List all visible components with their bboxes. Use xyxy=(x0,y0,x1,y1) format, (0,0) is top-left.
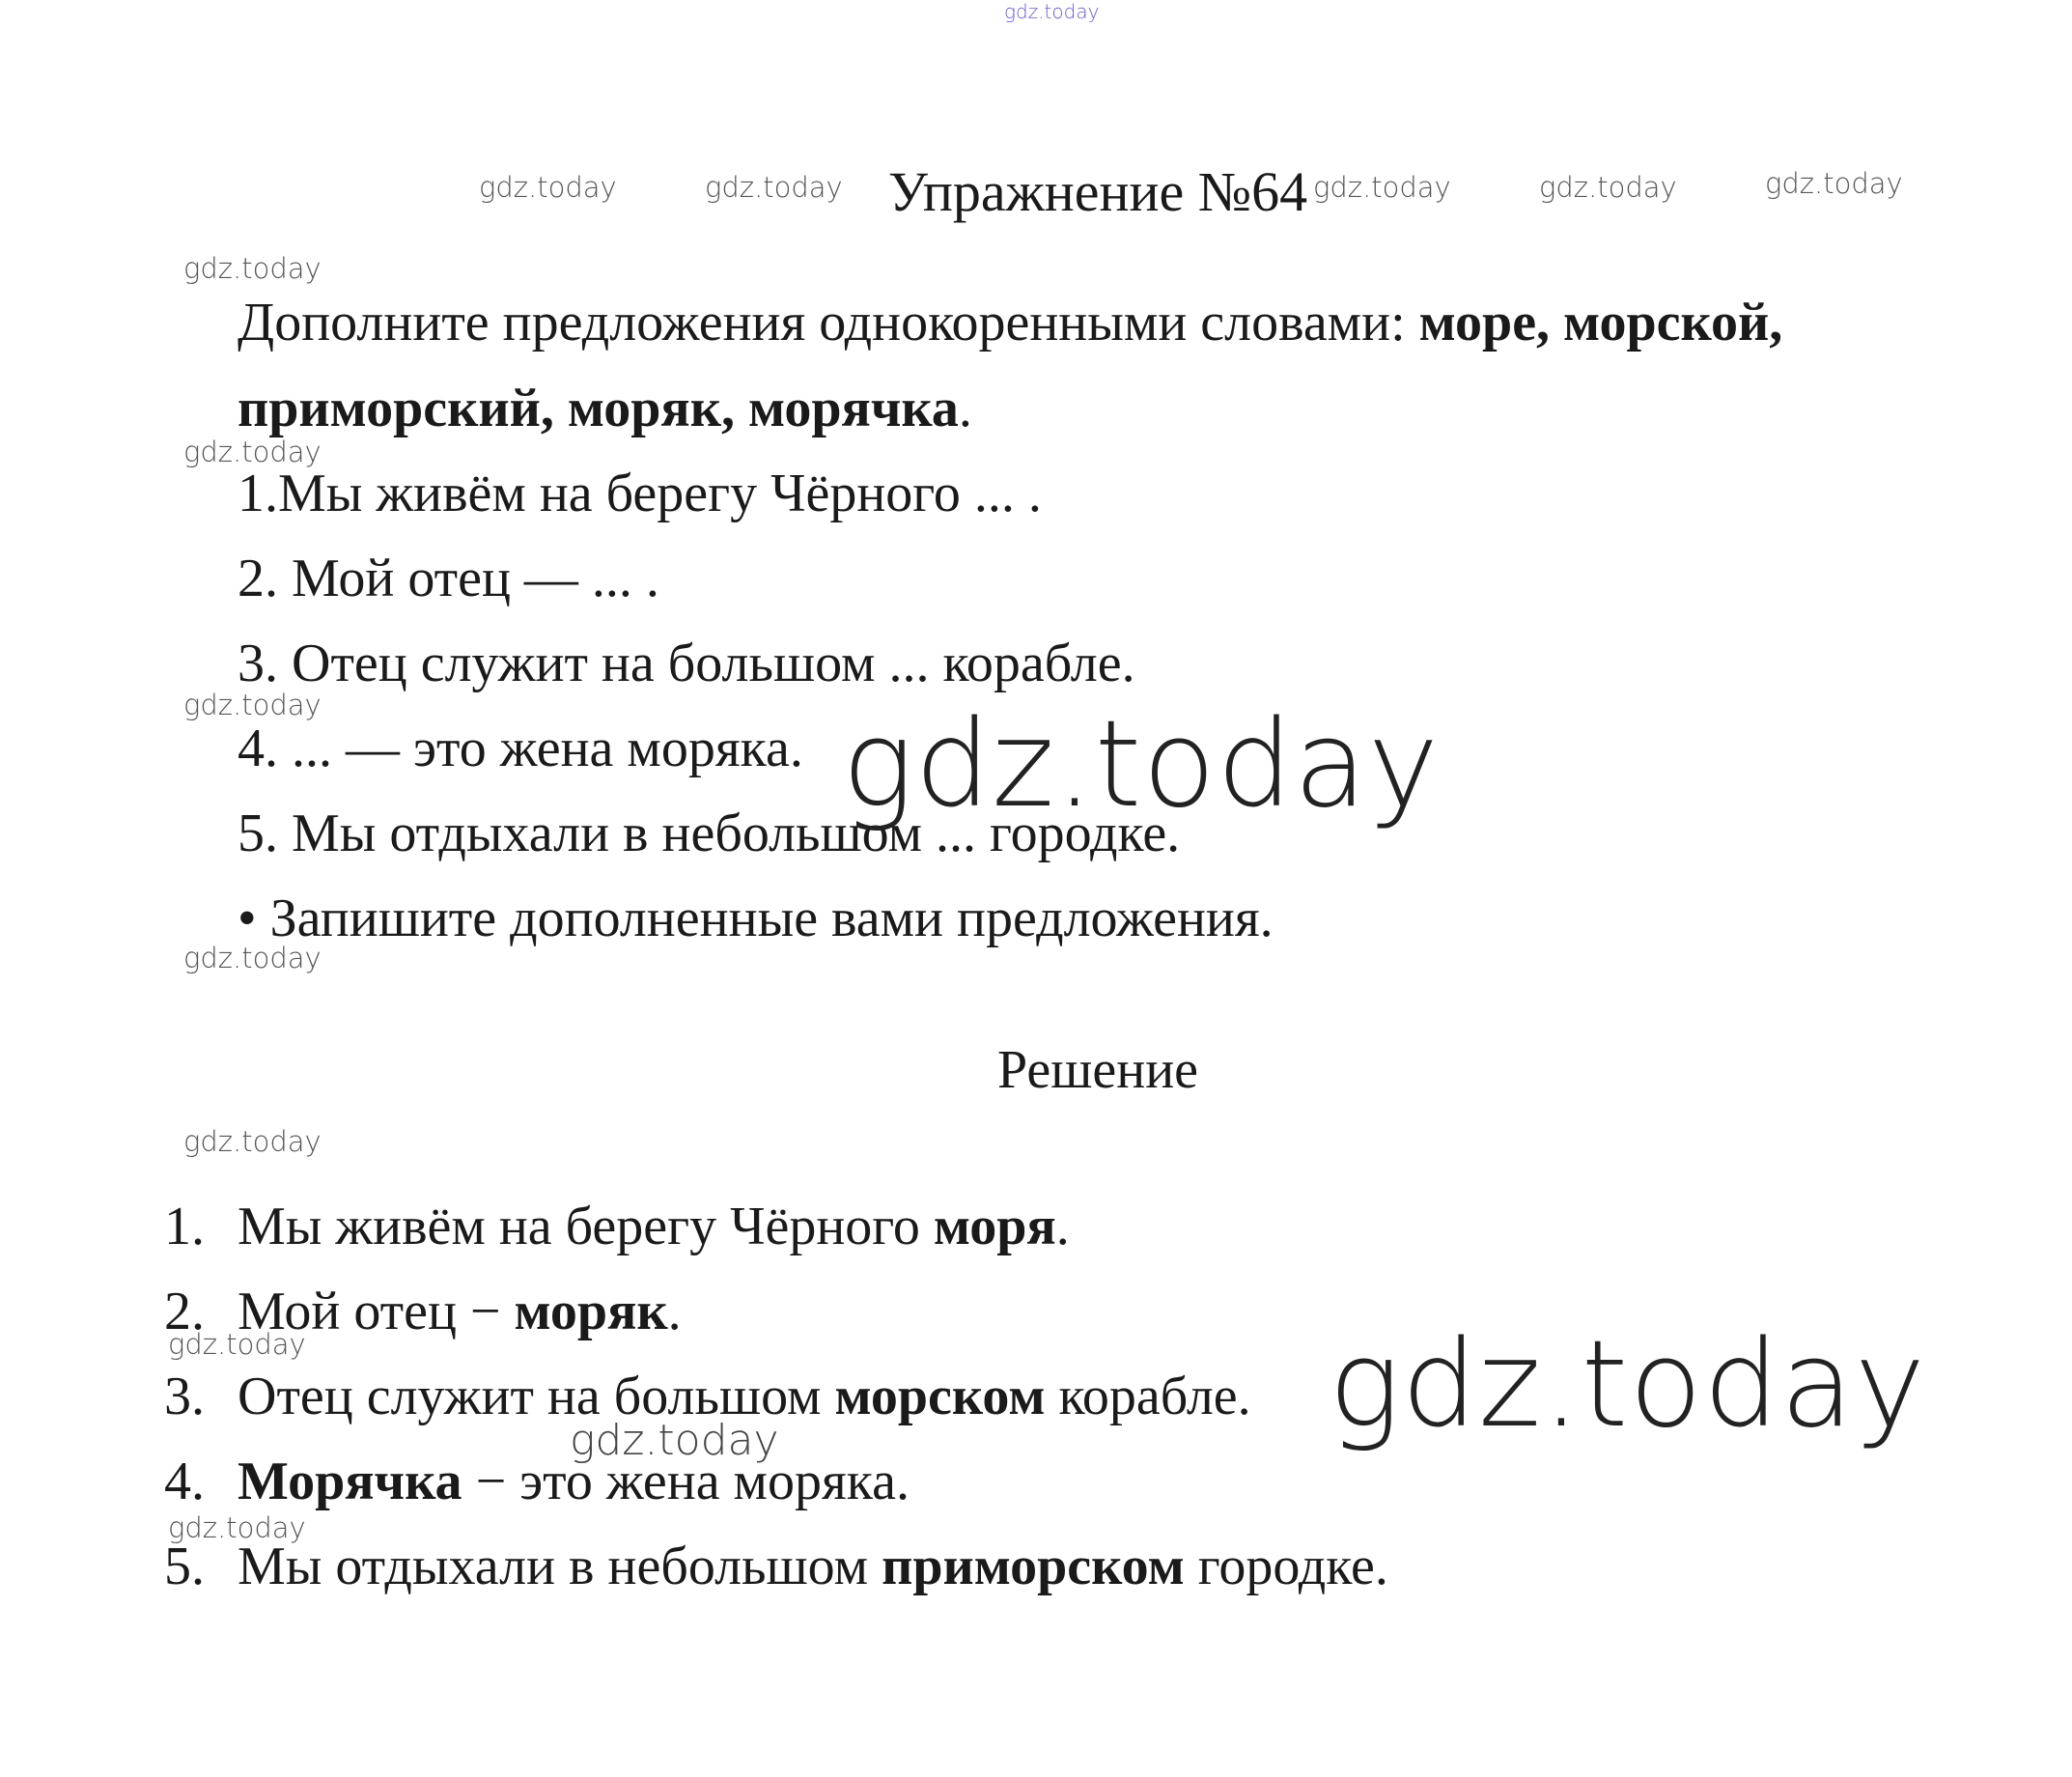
watermark: gdz.today xyxy=(183,252,322,285)
answer-line xyxy=(164,1199,1070,1254)
watermark: gdz.today xyxy=(1539,171,1677,204)
watermark: gdz.today xyxy=(168,1328,306,1361)
answer-line xyxy=(164,1539,1388,1594)
task-note: • Запишите дополненные вами предложения. xyxy=(238,888,1274,948)
answer-word: морском xyxy=(834,1367,1046,1426)
answer-line xyxy=(164,1284,682,1339)
answer-number: 1. xyxy=(164,1197,205,1256)
instruction-words-1: море, морской, xyxy=(1418,293,1783,353)
answer-text: Отец служит на большом xyxy=(238,1367,835,1426)
answer-text: Мы отдыхали в небольшом xyxy=(238,1537,882,1596)
task-line: 4. ... — это жена моряка. xyxy=(238,719,803,778)
watermark: gdz.today xyxy=(183,1125,322,1158)
answer-text: Мой отец − xyxy=(238,1282,515,1341)
answer-line xyxy=(164,1369,1251,1424)
watermark: gdz.today xyxy=(168,1511,306,1544)
answer-word: Морячка xyxy=(238,1452,462,1511)
answer-number: 3. xyxy=(164,1367,205,1426)
watermark: gdz.today xyxy=(1313,171,1451,204)
watermark-large: gdz.today xyxy=(1329,1315,1927,1454)
watermark: gdz.today xyxy=(479,171,617,204)
watermark: gdz.today xyxy=(1765,167,1903,200)
watermark: gdz.today xyxy=(183,436,322,468)
instruction-text: Дополните предложения однокоренными словами: xyxy=(238,293,1419,353)
instruction-words-2: приморский, моряк, морячка xyxy=(238,379,959,438)
answer-number: 2. xyxy=(164,1282,205,1341)
watermark-top: gdz.today xyxy=(1004,0,1100,23)
task-line: 3. Отец служит на большом ... корабле. xyxy=(238,634,1135,693)
answer-text: городке. xyxy=(1184,1537,1388,1596)
task-line: 5. Мы отдыхали в небольшом ... городке. xyxy=(238,804,1181,863)
answer-word: моря xyxy=(933,1197,1056,1256)
answer-text: . xyxy=(1055,1197,1070,1256)
answer-text: Мы живём на берегу Чёрного xyxy=(238,1197,934,1256)
task-line: 2. Мой отец — ... . xyxy=(238,549,659,608)
answer-number: 4. xyxy=(164,1452,205,1511)
answer-number: 5. xyxy=(164,1537,205,1596)
watermark: gdz.today xyxy=(570,1416,779,1465)
answer-line xyxy=(164,1454,910,1509)
watermark-large: gdz.today xyxy=(842,695,1441,834)
watermark: gdz.today xyxy=(705,171,843,204)
instruction-end: . xyxy=(958,379,972,438)
instruction-line-1 xyxy=(238,293,1783,353)
answer-text: . xyxy=(667,1282,682,1341)
task-line: 1.Мы живём на берегу Чёрного ... . xyxy=(238,464,1042,523)
watermark: gdz.today xyxy=(183,689,322,721)
answer-word: моряк xyxy=(514,1282,668,1341)
answer-word: приморском xyxy=(882,1537,1185,1596)
watermark: gdz.today xyxy=(183,942,322,974)
page-title: Упражнение №64 xyxy=(887,160,1308,223)
instruction-line-2 xyxy=(238,381,972,436)
answer-text: корабле. xyxy=(1045,1367,1251,1426)
answer-text: − это жена моряка. xyxy=(462,1452,910,1511)
solution-title: Решение xyxy=(996,1040,1199,1100)
